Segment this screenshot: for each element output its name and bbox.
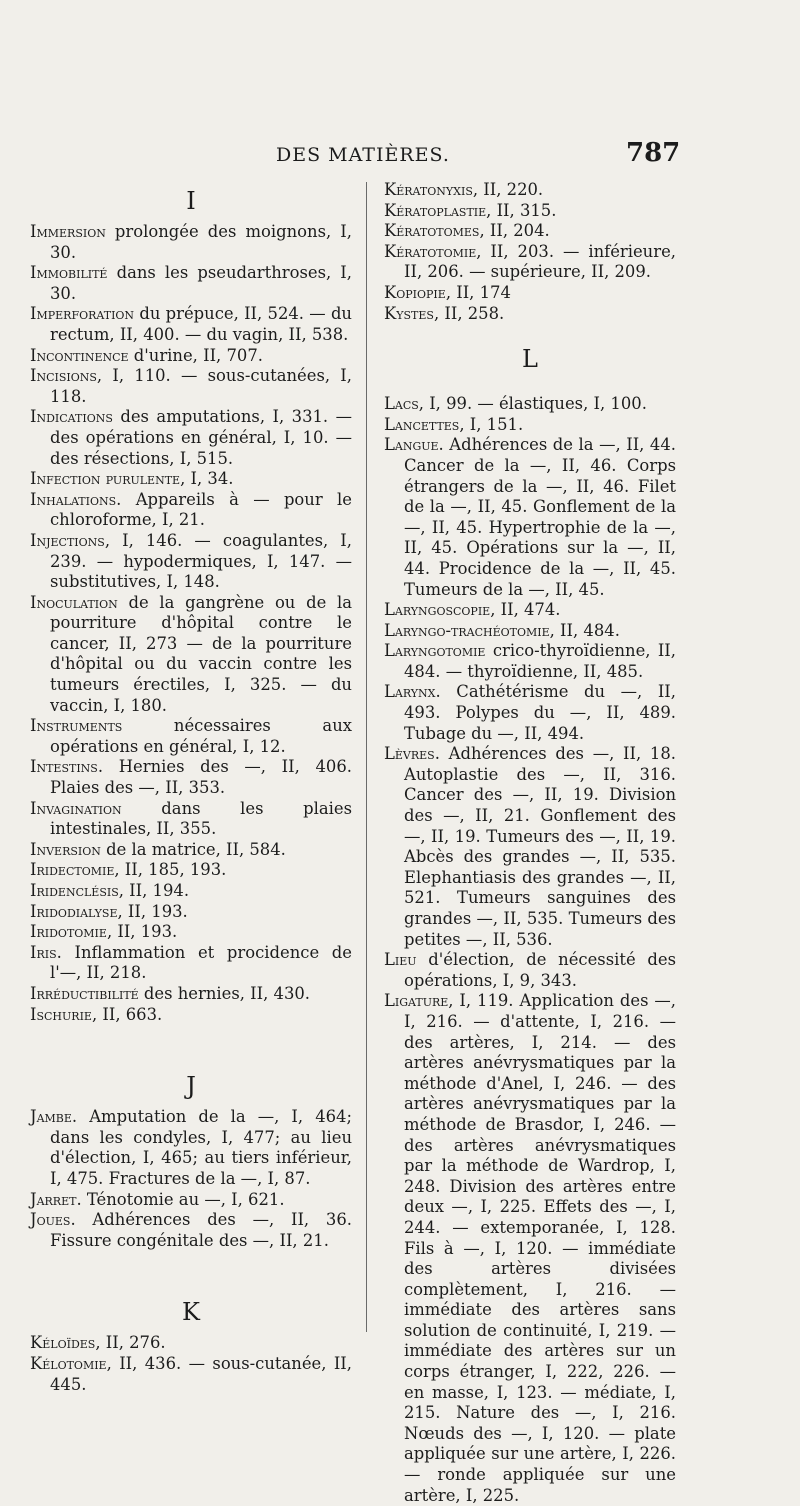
- index-entry: [30, 799, 352, 840]
- index-entry: [30, 222, 352, 263]
- entry-references: , II, 220.: [472, 180, 544, 199]
- entry-headword: Immersion: [30, 222, 106, 241]
- entry-references: , II, 203. — inférieure, II, 206. — supérieure, II, 209.: [404, 241, 676, 282]
- index-entry: [384, 304, 676, 325]
- entry-headword: Kopiopie: [384, 282, 446, 302]
- page-header: [0, 138, 800, 178]
- entry-headword: Invagination: [30, 798, 122, 818]
- section-letter-k: K: [182, 1298, 200, 1327]
- entry-references: dans les plaies intestinales, II, 355.: [50, 798, 352, 839]
- entry-headword: Iridotomie: [30, 922, 107, 942]
- index-entry: [384, 415, 676, 436]
- entry-headword: Langue: [384, 435, 439, 455]
- entry-headword: Inoculation: [30, 592, 118, 612]
- entry-headword: Incisions: [30, 366, 97, 386]
- entry-headword: Inversion: [30, 839, 101, 859]
- entry-references: , II, 474.: [490, 600, 561, 620]
- entry-references: . Amputation de la —, I, 464; dans les condyles, I, 477; au lieu d'élection, I, 465; au tiers inférieur, I, 475. Fractures de la —, I, 87.: [50, 1107, 352, 1188]
- index-entry: [384, 950, 676, 991]
- index-entry: [384, 682, 676, 744]
- entry-headword: Laryngotomie: [384, 641, 486, 661]
- entry-references: du prépuce, II, 524. — du rectum, II, 400. — du vagin, II, 538.: [50, 304, 352, 344]
- entry-references: prolongée des moignons, I, 30.: [50, 222, 352, 262]
- index-entry: [30, 1354, 352, 1395]
- index-entry: [384, 394, 676, 415]
- entry-references: , II, 258.: [433, 303, 505, 323]
- index-entry: [30, 407, 352, 469]
- index-entry: [30, 1190, 352, 1211]
- index-entry: [30, 490, 352, 531]
- entry-references: , I, 99. — élastiques, I, 100.: [418, 394, 647, 414]
- entry-headword: Ischurie: [30, 1004, 92, 1024]
- index-entry: [384, 600, 676, 621]
- running-title: DES MATIÈRES.: [276, 144, 450, 166]
- entry-headword: Imperforation: [30, 304, 135, 324]
- index-entry: [384, 201, 676, 222]
- entry-headword: Joues: [30, 1210, 71, 1230]
- entry-headword: Kératotomie: [384, 241, 477, 261]
- entry-references: de la gangrène ou de la pourriture d'hôpital contre le cancer, II, 273 — de la pourriture d'hôpital ou du vaccin contre les tumeurs érectiles, I, 325. — du vaccin, I, 180.: [50, 592, 352, 715]
- index-entry: [30, 1210, 352, 1251]
- entry-references: , II, 436. — sous-cutanée, II, 445.: [50, 1353, 352, 1394]
- entry-headword: Kératotomes: [384, 221, 480, 241]
- entry-headword: Inhalations: [30, 489, 117, 509]
- section-j-entries: [30, 1107, 352, 1251]
- entry-references: des hernies, II, 430.: [138, 983, 311, 1003]
- index-entry: [30, 943, 352, 984]
- entry-references: , I, 34.: [180, 469, 234, 489]
- entry-references: nécessaires aux opérations en général, I, 12.: [50, 716, 352, 756]
- entry-headword: Laryngo-trachéotomie: [384, 620, 550, 640]
- entry-headword: Indications: [30, 407, 113, 427]
- entry-references: , I, 151.: [459, 414, 524, 434]
- index-entry: [384, 621, 676, 642]
- index-entry: [30, 757, 352, 798]
- entry-references: . Inflammation et procidence de l'—, II, 218.: [50, 942, 352, 983]
- index-entry: [30, 716, 352, 757]
- entry-headword: Kératonyxis: [384, 180, 473, 199]
- entry-headword: Kystes: [384, 303, 434, 323]
- index-entry: [30, 984, 352, 1005]
- entry-references: de la matrice, II, 584.: [100, 839, 286, 859]
- index-entry: [30, 346, 352, 367]
- index-entry: [30, 922, 352, 943]
- index-entry: [384, 180, 676, 201]
- entry-references: , II, 193.: [106, 922, 178, 942]
- index-entry: [30, 1005, 352, 1026]
- entry-references: d'élection, de nécessité des opérations, I, 9, 343.: [404, 950, 676, 990]
- entry-headword: Lacs: [384, 394, 419, 414]
- entry-references: , II, 193.: [117, 901, 188, 921]
- entry-headword: Jarret: [30, 1189, 77, 1209]
- entry-headword: Iridenclésis: [30, 881, 119, 900]
- entry-references: . Adhérences des —, II, 18. Autoplastie des —, II, 316. Cancer des —, II, 19. Division des —, II, 21. Gonflement des —, II, 19. Tumeurs des —, II, 19. Abcès des grandes —, II, 535. Elephantiasis des grandes —, II, 521. Tumeurs sanguines des grandes —, II, 535. Tumeurs des petites —, II, 536.: [404, 744, 676, 949]
- index-entry: [30, 881, 352, 902]
- index-entry: [30, 860, 352, 881]
- entry-headword: Intestins: [30, 757, 98, 777]
- entry-headword: Lieu: [384, 950, 417, 970]
- left-column: [30, 180, 352, 1395]
- index-entry: [384, 283, 676, 304]
- page-number: 787: [626, 138, 681, 168]
- entry-references: dans les pseudarthroses, I, 30.: [50, 263, 352, 303]
- entry-headword: Irréductibilité: [30, 983, 139, 1003]
- entry-references: crico-thyroïdienne, II, 484. — thyroïdienne, II, 485.: [404, 641, 676, 681]
- entry-references: , II, 194.: [118, 881, 190, 900]
- entry-references: , II, 484.: [549, 620, 620, 640]
- section-letter-i: I: [186, 187, 196, 215]
- entry-headword: Iridodialyse: [30, 901, 118, 921]
- entry-references: , II, 663.: [91, 1004, 163, 1024]
- entry-headword: Immobilité: [30, 263, 108, 283]
- entry-references: , II, 204.: [479, 221, 550, 241]
- entry-headword: Infection purulente: [30, 469, 181, 489]
- entry-references: . Adhérences des —, II, 36. Fissure congénitale des —, II, 21.: [50, 1210, 352, 1250]
- index-entry: [384, 744, 676, 950]
- index-entry: [30, 469, 352, 490]
- right-column: [384, 180, 676, 1506]
- entry-headword: Instruments: [30, 716, 123, 736]
- entry-references: , II, 174: [445, 282, 511, 302]
- entry-references: , II, 276.: [95, 1333, 166, 1353]
- entry-references: , I, 119. Application des —, I, 216. — d'attente, I, 216. — des artères, I, 214. — des artères anévrysmatiques par la méthode d'Anel, I, 246. — des artères anévrysmatiques par la méthode de Brasdor, I, 246. — des artères anévrysmatiques par la méthode de Wardrop, I, 248. Division des artères entre deux —, I, 225. Effets des —, I, 244. — extemporanée, I, 128. Fils à —, I, 120. — immédiate des artères divisées complètement, I, 216. — immédiate des artères sans solution de continuité, I, 219. — immédiate des artères sur un corps étranger, I, 222, 226. — en masse, I, 123. — médiate, I, 215. Nature des —, I, 216. Nœuds des —, I, 120. — plate appliquée sur une artère, I, 226. — ronde appliquée sur une artère, I, 225.: [404, 991, 676, 1505]
- index-entry: [384, 991, 676, 1506]
- entry-headword: Kératoplastie: [384, 200, 487, 220]
- entry-references: . Hernies des —, II, 406. Plaies des —, II, 353.: [50, 757, 352, 798]
- index-entry: [384, 242, 676, 283]
- section-k-continued-entries: [384, 180, 676, 324]
- entry-references: des amputations, I, 331. — des opérations en général, I, 10. — des résections, I, 515.: [50, 407, 352, 468]
- section-l-entries: [384, 394, 676, 1506]
- section-k-entries: [30, 1333, 352, 1395]
- entry-references: d'urine, II, 707.: [128, 345, 263, 365]
- entry-references: , I, 110. — sous-cutanées, I, 118.: [50, 366, 352, 406]
- entry-references: . Ténotomie au —, I, 621.: [76, 1189, 285, 1209]
- entry-references: . Cathétérisme du —, II, 493. Polypes du —, II, 489. Tubage du —, II, 494.: [404, 682, 676, 743]
- index-entry: [30, 531, 352, 593]
- entry-headword: Kélotomie: [30, 1353, 107, 1373]
- entry-references: . Appareils à — pour le chloroforme, I, 21.: [50, 489, 352, 530]
- entry-headword: Incontinence: [30, 345, 129, 365]
- entry-headword: Jambe: [30, 1107, 72, 1127]
- section-i-entries: [30, 222, 352, 1025]
- index-entry: [30, 593, 352, 717]
- index-entry: [30, 840, 352, 861]
- entry-references: , II, 185, 193.: [114, 860, 227, 880]
- index-entry: [30, 263, 352, 304]
- entry-headword: Lèvres: [384, 744, 435, 764]
- index-entry: [30, 1333, 352, 1354]
- index-entry: [30, 366, 352, 407]
- entry-headword: Injections: [30, 530, 105, 550]
- entry-headword: Ligature: [384, 991, 449, 1011]
- index-entry: [384, 221, 676, 242]
- section-letter-l: L: [522, 345, 538, 374]
- entry-references: . Adhérences de la —, II, 44. Cancer de la —, II, 46. Corps étrangers de la —, II, 46. Filet de la —, II, 45. Gonflement de la —, II, 45. Hypertrophie de la —, II, 45. Opérations sur la —, II, 44. Procidence de la —, II, 45. Tumeurs de la —, II, 45.: [404, 435, 676, 599]
- column-divider: [366, 182, 367, 1332]
- entry-references: , I, 146. — coagulantes, I, 239. — hypodermiques, I, 147. — substitutives, I, 148.: [50, 530, 352, 592]
- entry-references: , II, 315.: [486, 200, 557, 220]
- index-entry: [384, 641, 676, 682]
- index-entry: [30, 902, 352, 923]
- index-entry: [384, 435, 676, 600]
- entry-headword: Kéloïdes: [30, 1333, 96, 1353]
- entry-headword: Laryngoscopie: [384, 600, 491, 620]
- entry-headword: Larynx: [384, 682, 436, 702]
- index-entry: [30, 304, 352, 345]
- entry-headword: Lancettes: [384, 414, 460, 434]
- entry-headword: Iris: [30, 942, 57, 962]
- index-entry: [30, 1107, 352, 1189]
- entry-headword: Iridectomie: [30, 860, 115, 880]
- section-letter-j: J: [186, 1072, 196, 1101]
